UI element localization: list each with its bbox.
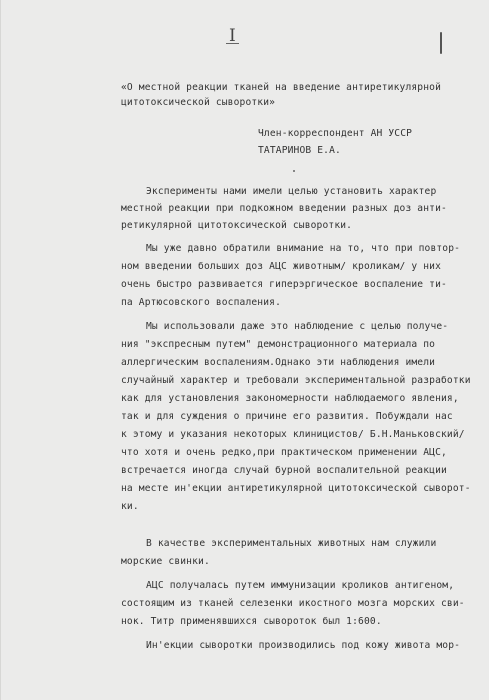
author-name: ТАТАРИНОВ Е.А. (258, 145, 341, 156)
author-position: Член-корреспондент АН УССР (258, 128, 413, 139)
text-line: ном введении больших доз АЦС животным/ кроликам/ у них (121, 261, 441, 272)
text-line: случайный характер и требовали экспериментальной разработки (121, 375, 471, 386)
text-line: на месте ин'екции антиретикулярной цитотоксической сыворот- (121, 483, 471, 494)
text-line: В качестве экспериментальных животных нам служили (146, 538, 437, 549)
page-number: I (229, 26, 236, 46)
text-line: нок. Титр применявшихся сывороток был 1:600. (121, 616, 382, 627)
text-line: морские свинки. (121, 556, 210, 567)
text-line: Мы уже давно обратили внимание на то, что при повтор- (146, 243, 461, 254)
margin-mark (440, 32, 442, 54)
text-line: местной реакции при подкожном введении разных доз анти- (121, 203, 447, 214)
text-line: Мы использовали даже это наблюдение с целью получе- (146, 321, 449, 332)
text-line: что хотя и очень редко,при практическом применении АЦС, (121, 447, 447, 458)
title-line-1: «О местной реакции тканей на введение антиретикулярной (121, 82, 441, 93)
text-line: Эксперименты нами имели целью установить характер (146, 186, 437, 197)
text-line: АЦС получалась путем иммунизации кроликов антигеном, (146, 580, 455, 591)
text-line: к этому и указания некоторых клиницистов/ Б.Н.Маньковский/ (121, 429, 465, 440)
text-line: ки. (121, 501, 139, 512)
text-line: как для установления закономерности наблюдаемого явления, (121, 393, 459, 404)
text-line: состоящим из тканей селезенки икостного мозга морских сви- (121, 598, 465, 609)
text-line: па Артюсовского воспаления. (121, 297, 281, 308)
text-line: ретикулярной цитотоксической сыворотки. (121, 220, 353, 231)
text-line: Ин'екции сыворотки производились под кожу живота мор- (146, 640, 461, 651)
text-line: так и для суждения о причине его развития. Побуждали нас (121, 411, 453, 422)
text-line: очень быстро развивается гиперэргическое воспаление ти- (121, 279, 447, 290)
ink-dot (293, 170, 295, 172)
text-line: ния "экспресным путем" демонстрационного материала по (121, 339, 436, 350)
title-line-2: цитотоксической сыворотки» (121, 97, 276, 108)
text-line: встречается иногда случай бурной воспалительной реакции (121, 465, 447, 476)
text-line: аллергическим воспалениям.Однако эти наблюдения имели (121, 357, 436, 368)
